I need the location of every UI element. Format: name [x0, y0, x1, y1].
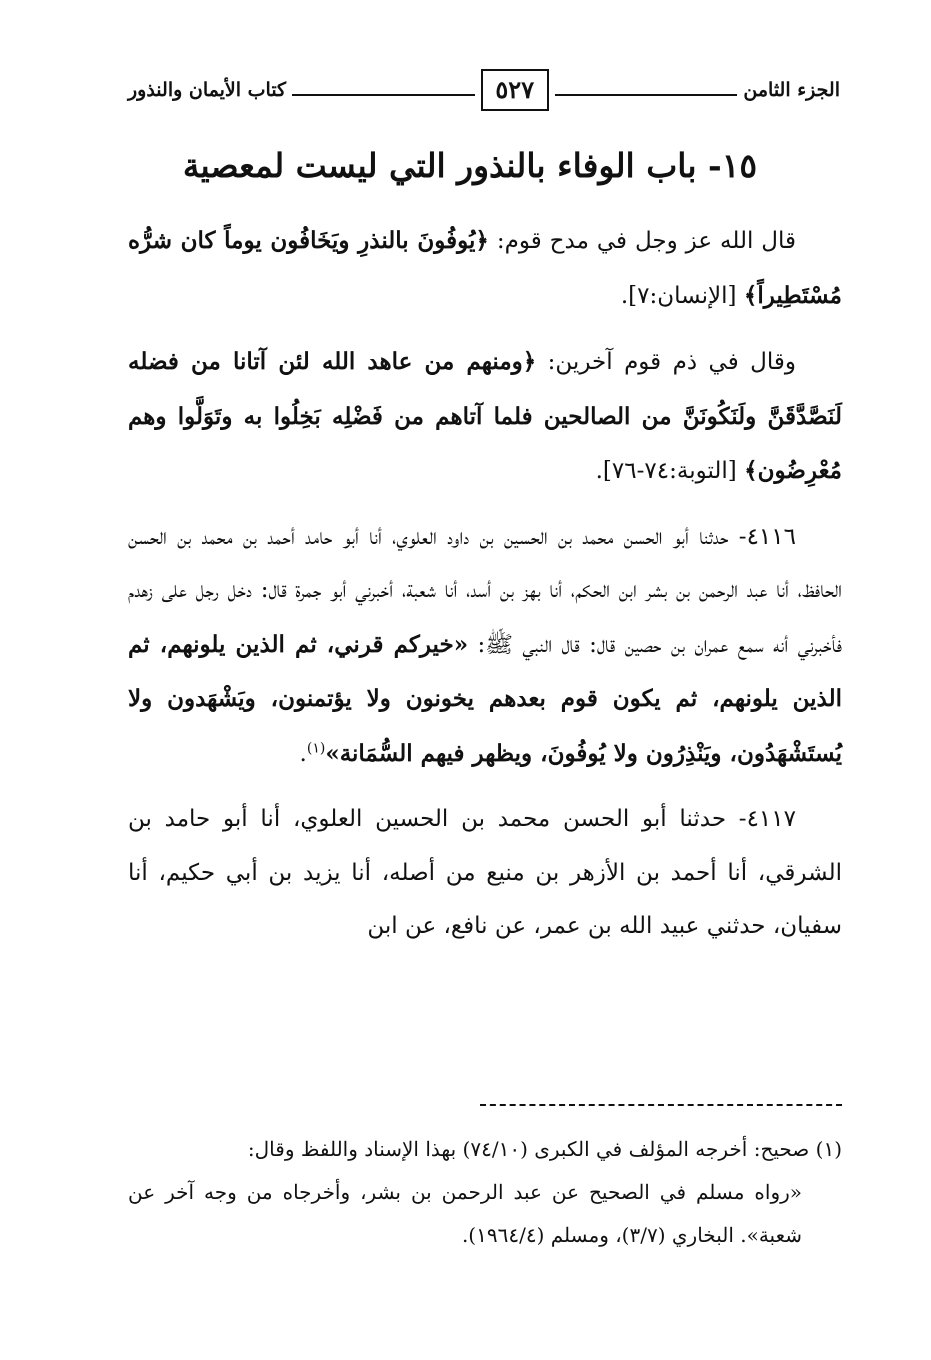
running-header	[128, 66, 840, 114]
header-rule-left	[292, 94, 475, 96]
footnotes	[128, 1128, 842, 1257]
footnote-1: (١) صحيح: أخرجه المؤلف في الكبرى (٧٤/١٠) بهذا الإسناد واللفظ وقال:	[247, 1137, 842, 1161]
hadith-4116	[128, 511, 842, 782]
para2-intro: وقال في ذم قوم آخرين:	[536, 349, 796, 375]
footnote-marker: (١)	[306, 739, 326, 756]
paragraph-dispraise	[128, 335, 842, 499]
page-number: ٥٢٧	[481, 69, 549, 111]
quran-verse-insan: ﴿يُوفُونَ بالنذرِ ويَخَافُون يوماً كان شرُّه مُسْتَطِيراً﴾	[128, 227, 842, 309]
paragraph-praise	[128, 214, 842, 323]
footnote-1-continued: «رواه مسلم في الصحيح عن عبد الرحمن بن بشر، وأخرجاه من وجه آخر عن شعبة». البخاري (٣/٧)، ومسلم (١٩٦٤/٤).	[128, 1180, 802, 1247]
hadith-4117	[128, 793, 842, 954]
hadith-text: «خيركم قرني، ثم الذين يلونهم، ثم الذين يلونهم، ثم يكون قوم بعدهم يخونون ولا يؤتمنون، ويَشْهَدون ولا يُستَشْهَدُون، ويَنْذِرُون ولا يُوفُونَ، ويظهر فيهم السُّمَانة»	[128, 630, 842, 767]
quran-verse-tawbah: ﴿ومنهم من عاهد الله لئن آتانا من فضله لَنَصَّدَّقَنَّ ولَنَكُونَنَّ من الصالحين فلما آتاهم من فَضْلِه بَخِلُوا به وتَوَلَّوا وهم مُعْرِضُون﴾	[128, 348, 842, 484]
hadith-chain: ٤١١٦- حدثنا أبو الحسن محمد بن الحسين بن داود العلوي، أنا أبو حامد أحمد بن محمد بن الحسن الحافظ، أنا عبد الرحمن بن بشر ابن الحكم، أنا بهز بن أسد، أنا شعبة، أخبرني أبو جمرة قال: دخل رجل على زهدم فأخبرني أنه سمع عمران بن حصين قال: قال النبي ﷺ:	[128, 523, 842, 658]
body-text	[128, 214, 842, 966]
footnote-separator	[480, 1104, 842, 1106]
verse-reference: [الإنسان:٧].	[620, 282, 744, 309]
chapter-title: ١٥- باب الوفاء بالنذور التي ليست لمعصية	[182, 146, 758, 185]
para1-intro: قال الله عز وجل في مدح قوم:	[488, 228, 796, 254]
volume-label: الجزء الثامن	[743, 79, 840, 101]
verse-reference: [التوبة:٧٤-٧٦].	[595, 458, 745, 484]
book-title: كتاب الأيمان والنذور	[127, 79, 287, 101]
hadith-end: .	[299, 740, 307, 767]
hadith-chain: ٤١١٧- حدثنا أبو الحسن محمد بن الحسين العلوي، أنا أبو حامد بن الشرقي، أنا أحمد بن الأزهر بن منيع من أصله، أنا يزيد بن أبي حكيم، أنا سفيان، حدثني عبيد الله بن عمر، عن نافع، عن ابن	[128, 806, 842, 939]
header-rule-right	[555, 94, 738, 96]
